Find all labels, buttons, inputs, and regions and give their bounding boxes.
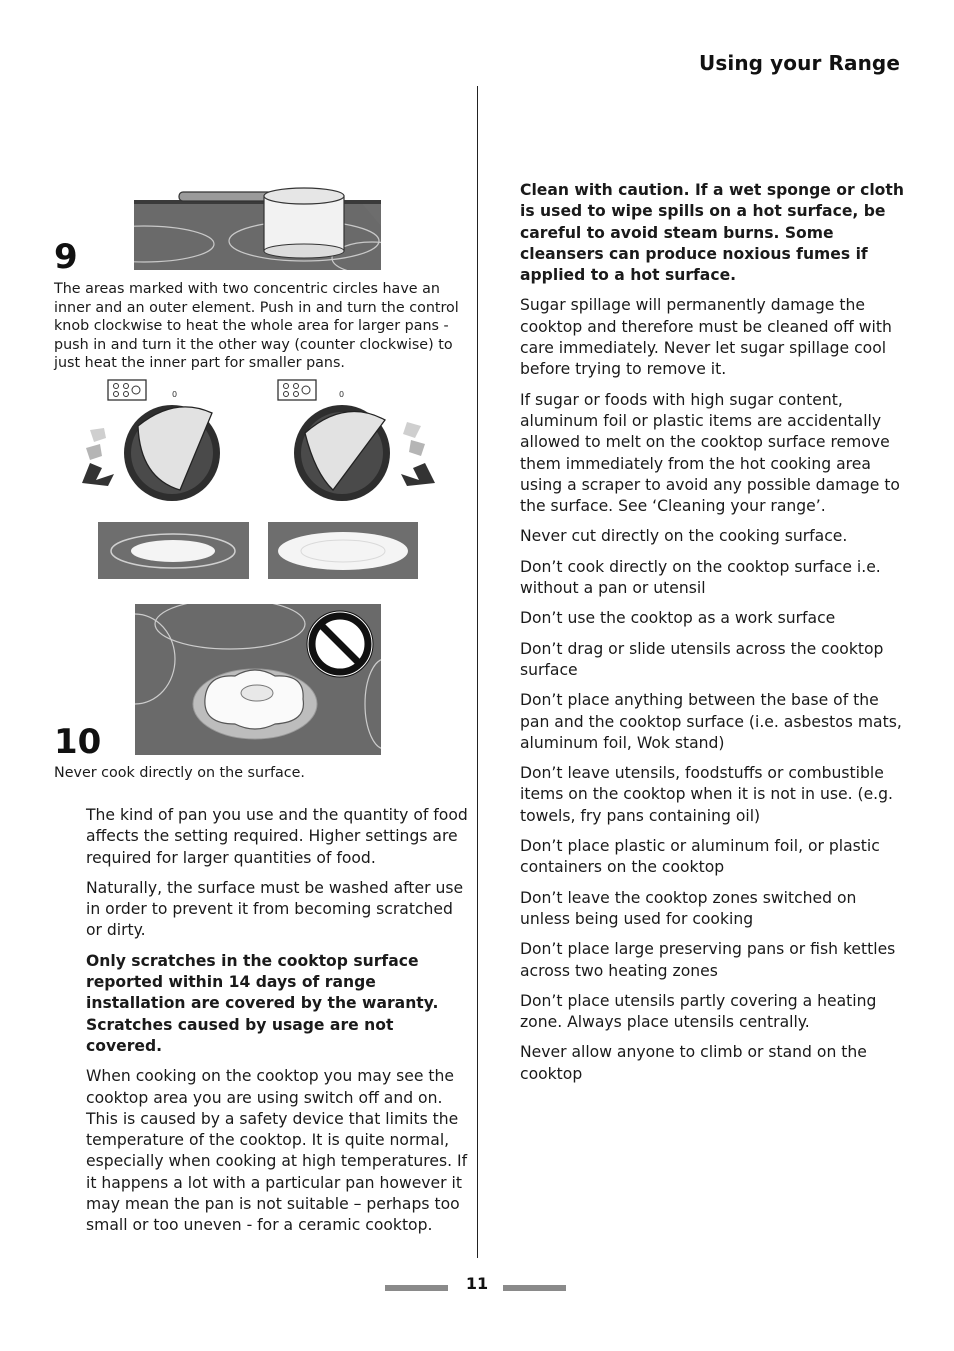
paragraph: Naturally, the surface must be washed after use in order to prevent it from becoming scratched or dirty. [86, 878, 464, 940]
left-column-text [86, 805, 470, 1246]
list-item: Don’t drag or slide utensils across the cooktop surface [520, 639, 884, 679]
page-header-title: Using your Range [699, 51, 900, 75]
list-item: Never cut directly on the cooking surface. [520, 527, 848, 546]
step-9-caption: The areas marked with two concentric circles have an inner and an outer element. Push in and turn the control knob clockwise to heat the whole area for larger pans - push in and turn it the other way (counter clockwise) to just heat the inner part for smaller pans. [54, 281, 459, 372]
inner-zone-illustration [98, 522, 249, 579]
step-10-caption: Never cook directly on the surface. [54, 765, 305, 781]
paragraph: When cooking on the cooktop you may see the cooktop area you are using switch off and on. This is caused by a safety device that limits the temperature of the cooktop. It is quite normal, especially when cooking at high temperatures. If it happens a lot with a particular pan however it may mean the pan is not suitable – perhaps too small or too uneven - for a ceramic cooktop. [86, 1067, 468, 1235]
outer-zone-illustration [268, 522, 418, 579]
step-number-10: 10 [54, 722, 102, 762]
caution-notice: Clean with caution. If a wet sponge or cloth is used to wipe spills on a hot surface, be careful to avoid steam burns. Some cleansers can produce noxious fumes if applied to a hot surface. [520, 181, 904, 285]
list-item: Don’t leave the cooktop zones switched on unless being used for cooking [520, 888, 857, 928]
step-number-9: 9 [54, 237, 78, 277]
egg-on-surface-illustration [135, 604, 381, 755]
footer-bar-left [385, 1285, 448, 1291]
page-footer [0, 1274, 954, 1298]
list-item: Sugar spillage will permanently damage the cooktop and therefore must be cleaned off with care immediately. Never let sugar spillage cool before trying to remove it. [520, 296, 892, 379]
list-item: Don’t place large preserving pans or fish kettles across two heating zones [520, 940, 896, 980]
footer-bar-right [503, 1285, 566, 1291]
knob-zero-mark: 0 [172, 390, 178, 399]
control-knob-clockwise-illustration [275, 378, 445, 503]
knob-zero-mark-2: 0 [339, 390, 345, 399]
control-knob-counterclockwise-illustration [80, 378, 230, 503]
list-item: Don’t leave utensils, foodstuffs or combustible items on the cooktop when it is not in use. (e.g. towels, fry pans containing oil) [520, 764, 893, 825]
list-item: Never allow anyone to climb or stand on the cooktop [520, 1043, 867, 1083]
list-item: Don’t cook directly on the cooktop surface i.e. without a pan or utensil [520, 557, 881, 598]
column-divider [477, 86, 478, 1258]
list-item: Don’t place anything between the base of the pan and the cooktop surface (i.e. asbestos mats, aluminum foil, Wok stand) [520, 691, 902, 752]
list-item: Don’t use the cooktop as a work surface [520, 609, 836, 628]
list-item: If sugar or foods with high sugar content, aluminum foil or plastic items are accidentally allowed to melt on the cooktop surface remove them immediately from the hot cooking area using a scraper to avoid any possible damage to the surface. See ‘Cleaning your range’. [520, 390, 900, 516]
pan-on-cooktop-illustration [134, 186, 381, 270]
warranty-notice: Only scratches in the cooktop surface reported within 14 days of range installation are covered by the waranty. Scratches caused by usage are not covered. [86, 951, 439, 1055]
page-number: 11 [465, 1274, 489, 1293]
list-item: Don’t place utensils partly covering a heating zone. Always place utensils centrally. [520, 991, 877, 1032]
right-column-text [520, 180, 905, 1094]
list-item: Don’t place plastic or aluminum foil, or plastic containers on the cooktop [520, 837, 880, 877]
paragraph: The kind of pan you use and the quantity of food affects the setting required. Higher settings are required for larger quantities of food. [86, 806, 468, 867]
